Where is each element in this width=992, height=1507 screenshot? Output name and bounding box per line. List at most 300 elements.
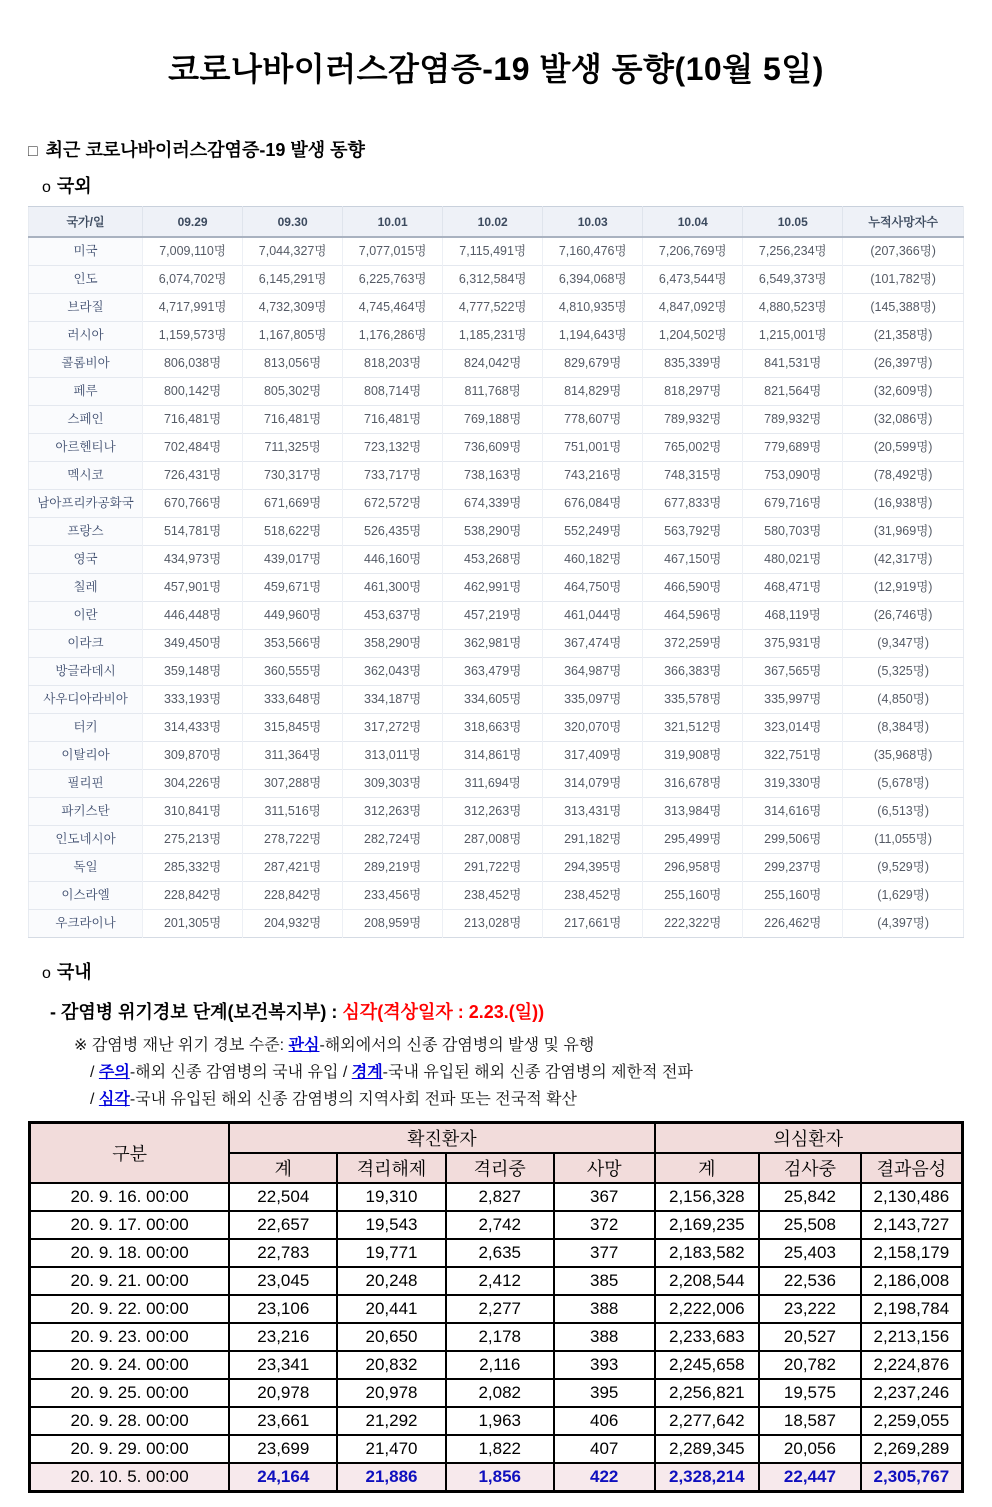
stat-cell: 22,783 [229,1239,337,1267]
daily-count-cell: 4,745,464명 [343,294,443,322]
daily-count-cell: 778,607명 [543,406,643,434]
overseas-table-row [29,882,964,910]
stat-cell: 2,143,727 [861,1211,963,1239]
daily-count-cell: 824,042명 [443,350,543,378]
note-text: / [90,1091,99,1108]
date-cell: 20. 9. 17. 00:00 [30,1211,230,1239]
stat-cell: 388 [554,1295,655,1323]
stat-cell: 20,248 [337,1267,445,1295]
daily-count-cell: 335,578명 [643,686,743,714]
note-text: -국내 유입된 해외 신종 감염병의 지역사회 전파 또는 전국적 확산 [129,1091,578,1108]
cumulative-deaths-cell: (78,492명) [843,462,964,490]
daily-count-cell: 1,204,502명 [643,322,743,350]
daily-count-cell: 716,481명 [343,406,443,434]
daily-count-cell: 1,167,805명 [243,322,343,350]
stat-cell: 18,587 [759,1407,861,1435]
country-cell: 러시아 [29,322,143,350]
daily-count-cell: 730,317명 [243,462,343,490]
cumulative-deaths-cell: (21,358명) [843,322,964,350]
daily-count-cell: 765,002명 [643,434,743,462]
stat-cell: 2,742 [446,1211,554,1239]
daily-count-cell: 7,009,110명 [143,237,243,266]
stat-cell: 23,216 [229,1323,337,1351]
daily-count-cell: 1,176,286명 [343,322,443,350]
daily-count-cell: 315,845명 [243,714,343,742]
domestic-table-header [30,1123,963,1184]
daily-count-cell: 716,481명 [243,406,343,434]
overseas-table-row [29,854,964,882]
stat-cell: 20,441 [337,1295,445,1323]
stat-cell: 23,661 [229,1407,337,1435]
stat-cell: 377 [554,1239,655,1267]
daily-count-cell: 201,305명 [143,910,243,938]
cumulative-deaths-cell: (6,513명) [843,798,964,826]
daily-count-cell: 311,516명 [243,798,343,826]
daily-count-cell: 7,160,476명 [543,237,643,266]
country-cell: 콜롬비아 [29,350,143,378]
stat-cell: 2,245,658 [655,1351,759,1379]
daily-count-cell: 6,145,291명 [243,266,343,294]
daily-count-cell: 333,193명 [143,686,243,714]
stat-cell: 2,256,821 [655,1379,759,1407]
overseas-table-row [29,350,964,378]
country-cell: 이라크 [29,630,143,658]
daily-count-cell: 439,017명 [243,546,343,574]
daily-count-cell: 805,302명 [243,378,343,406]
stat-cell: 20,650 [337,1323,445,1351]
square-bullet-icon: □ [28,143,38,160]
stat-cell: 1,963 [446,1407,554,1435]
daily-count-cell: 679,716명 [743,490,843,518]
daily-count-cell: 6,225,763명 [343,266,443,294]
stat-cell: 2,208,544 [655,1267,759,1295]
stat-cell: 19,543 [337,1211,445,1239]
domestic-table [28,1121,964,1493]
stat-cell: 2,169,235 [655,1211,759,1239]
daily-count-cell: 299,506명 [743,826,843,854]
daily-count-cell: 806,038명 [143,350,243,378]
daily-count-cell: 312,263명 [343,798,443,826]
daily-count-cell: 4,732,309명 [243,294,343,322]
stat-cell: 2,198,784 [861,1295,963,1323]
overseas-table-row [29,322,964,350]
stat-cell: 388 [554,1323,655,1351]
country-cell: 이란 [29,602,143,630]
cumulative-deaths-cell: (35,968명) [843,742,964,770]
daily-count-cell: 674,339명 [443,490,543,518]
stat-cell: 2,827 [446,1183,554,1211]
stat-cell: 2,277,642 [655,1407,759,1435]
daily-count-cell: 233,456명 [343,882,443,910]
daily-count-cell: 208,959명 [343,910,443,938]
stat-cell: 1,856 [446,1463,554,1492]
alert-keyword: 관심 [288,1037,320,1054]
overseas-table-row [29,602,964,630]
date-cell: 20. 9. 24. 00:00 [30,1351,230,1379]
stat-cell: 2,259,055 [861,1407,963,1435]
stat-cell: 20,978 [229,1379,337,1407]
domestic-heading-text: 국내 [56,962,92,982]
stat-cell: 2,328,214 [655,1463,759,1492]
daily-count-cell: 514,781명 [143,518,243,546]
daily-count-cell: 296,958명 [643,854,743,882]
daily-count-cell: 538,290명 [443,518,543,546]
daily-count-cell: 841,531명 [743,350,843,378]
cumulative-deaths-cell: (9,347명) [843,630,964,658]
cumulative-deaths-cell: (26,746명) [843,602,964,630]
stat-cell: 2,289,345 [655,1435,759,1463]
daily-count-cell: 468,471명 [743,574,843,602]
overseas-column-header: 10.01 [343,207,443,238]
daily-count-cell: 789,932명 [743,406,843,434]
daily-count-cell: 464,596명 [643,602,743,630]
daily-count-cell: 1,215,001명 [743,322,843,350]
daily-count-cell: 335,997명 [743,686,843,714]
stat-cell: 22,536 [759,1267,861,1295]
daily-count-cell: 318,663명 [443,714,543,742]
overseas-column-header: 10.04 [643,207,743,238]
cumulative-deaths-cell: (32,609명) [843,378,964,406]
daily-count-cell: 461,300명 [343,574,443,602]
country-cell: 페루 [29,378,143,406]
stat-cell: 385 [554,1267,655,1295]
daily-count-cell: 6,473,544명 [643,266,743,294]
stat-cell: 2,224,876 [861,1351,963,1379]
daily-count-cell: 464,750명 [543,574,643,602]
country-cell: 이탈리아 [29,742,143,770]
stat-cell: 2,237,246 [861,1379,963,1407]
daily-count-cell: 363,479명 [443,658,543,686]
stat-cell: 19,771 [337,1239,445,1267]
overseas-table-row [29,546,964,574]
overseas-column-header: 누적사망자수 [843,207,964,238]
daily-count-cell: 4,777,522명 [443,294,543,322]
daily-count-cell: 310,841명 [143,798,243,826]
daily-count-cell: 446,160명 [343,546,443,574]
cumulative-deaths-cell: (26,397명) [843,350,964,378]
daily-count-cell: 468,119명 [743,602,843,630]
sub-column-header: 검사중 [759,1153,861,1183]
daily-count-cell: 711,325명 [243,434,343,462]
daily-count-cell: 6,074,702명 [143,266,243,294]
daily-count-cell: 4,847,092명 [643,294,743,322]
stat-cell: 422 [554,1463,655,1492]
daily-count-cell: 238,452명 [443,882,543,910]
country-cell: 프랑스 [29,518,143,546]
overseas-table-body [29,237,964,938]
country-cell: 미국 [29,237,143,266]
daily-count-cell: 1,194,643명 [543,322,643,350]
daily-count-cell: 723,132명 [343,434,443,462]
daily-count-cell: 316,678명 [643,770,743,798]
country-cell: 필리핀 [29,770,143,798]
stat-cell: 1,822 [446,1435,554,1463]
daily-count-cell: 314,616명 [743,798,843,826]
stat-cell: 2,186,008 [861,1267,963,1295]
country-cell: 우크라이나 [29,910,143,938]
daily-count-cell: 367,565명 [743,658,843,686]
sub-column-header: 격리해제 [337,1153,445,1183]
daily-count-cell: 314,433명 [143,714,243,742]
daily-count-cell: 367,474명 [543,630,643,658]
daily-count-cell: 311,364명 [243,742,343,770]
stat-cell: 2,233,683 [655,1323,759,1351]
country-cell: 멕시코 [29,462,143,490]
daily-count-cell: 358,290명 [343,630,443,658]
cumulative-deaths-cell: (9,529명) [843,854,964,882]
daily-count-cell: 480,021명 [743,546,843,574]
daily-count-cell: 453,637명 [343,602,443,630]
daily-count-cell: 299,237명 [743,854,843,882]
section-heading [28,136,964,162]
cumulative-deaths-cell: (4,850명) [843,686,964,714]
group-header: 확진환자 [229,1123,654,1154]
daily-count-cell: 552,249명 [543,518,643,546]
cumulative-deaths-cell: (32,086명) [843,406,964,434]
date-cell: 20. 9. 18. 00:00 [30,1239,230,1267]
cumulative-deaths-cell: (11,055명) [843,826,964,854]
daily-count-cell: 4,717,991명 [143,294,243,322]
alert-note-line [90,1086,964,1109]
country-cell: 남아프리카공화국 [29,490,143,518]
daily-count-cell: 314,861명 [443,742,543,770]
country-cell: 방글라데시 [29,658,143,686]
overseas-table-row [29,434,964,462]
stat-cell: 19,310 [337,1183,445,1211]
daily-count-cell: 7,115,491명 [443,237,543,266]
daily-count-cell: 375,931명 [743,630,843,658]
note-text: ※ 감염병 재난 위기 경보 수준: [74,1037,289,1054]
cumulative-deaths-cell: (8,384명) [843,714,964,742]
alert-level-prefix: - 감염병 위기경보 단계(보건복지부) : [50,1002,343,1022]
note-text: -국내 유입된 해외 신종 감염병의 제한적 전파 [382,1064,693,1081]
corner-header: 구분 [30,1123,230,1184]
daily-count-cell: 1,185,231명 [443,322,543,350]
daily-count-cell: 462,991명 [443,574,543,602]
overseas-table-row [29,518,964,546]
domestic-table-row [30,1463,963,1492]
stat-cell: 21,470 [337,1435,445,1463]
country-cell: 영국 [29,546,143,574]
daily-count-cell: 821,564명 [743,378,843,406]
stat-cell: 2,183,582 [655,1239,759,1267]
daily-count-cell: 814,829명 [543,378,643,406]
stat-cell: 395 [554,1379,655,1407]
country-cell: 독일 [29,854,143,882]
overseas-table-row [29,742,964,770]
country-cell: 사우디아라비아 [29,686,143,714]
daily-count-cell: 811,768명 [443,378,543,406]
daily-count-cell: 789,932명 [643,406,743,434]
country-cell: 터키 [29,714,143,742]
stat-cell: 20,782 [759,1351,861,1379]
daily-count-cell: 362,043명 [343,658,443,686]
stat-cell: 22,447 [759,1463,861,1492]
date-cell: 20. 9. 29. 00:00 [30,1435,230,1463]
stat-cell: 22,657 [229,1211,337,1239]
daily-count-cell: 238,452명 [543,882,643,910]
stat-cell: 2,412 [446,1267,554,1295]
overseas-column-header: 국가/일 [29,207,143,238]
daily-count-cell: 677,833명 [643,490,743,518]
stat-cell: 2,635 [446,1239,554,1267]
date-cell: 20. 9. 28. 00:00 [30,1407,230,1435]
daily-count-cell: 518,622명 [243,518,343,546]
stat-cell: 367 [554,1183,655,1211]
cumulative-deaths-cell: (5,678명) [843,770,964,798]
domestic-table-body [30,1183,963,1492]
overseas-table-row [29,378,964,406]
cumulative-deaths-cell: (12,919명) [843,574,964,602]
daily-count-cell: 460,182명 [543,546,643,574]
daily-count-cell: 457,219명 [443,602,543,630]
stat-cell: 2,156,328 [655,1183,759,1211]
daily-count-cell: 289,219명 [343,854,443,882]
daily-count-cell: 748,315명 [643,462,743,490]
date-cell: 20. 10. 5. 00:00 [30,1463,230,1492]
stat-cell: 25,403 [759,1239,861,1267]
overseas-table-row [29,910,964,938]
alert-note-line [74,1032,964,1055]
stat-cell: 20,056 [759,1435,861,1463]
daily-count-cell: 317,409명 [543,742,643,770]
domestic-table-row [30,1323,963,1351]
daily-count-cell: 322,751명 [743,742,843,770]
daily-count-cell: 800,142명 [143,378,243,406]
daily-count-cell: 309,870명 [143,742,243,770]
overseas-column-header: 10.02 [443,207,543,238]
alert-note-line [90,1059,964,1082]
daily-count-cell: 291,722명 [443,854,543,882]
daily-count-cell: 312,263명 [443,798,543,826]
daily-count-cell: 1,159,573명 [143,322,243,350]
overseas-table-header [29,207,964,238]
overseas-table-row [29,294,964,322]
date-cell: 20. 9. 23. 00:00 [30,1323,230,1351]
note-text: -해외 신종 감염병의 국내 유입 / [129,1064,352,1081]
domestic-heading [42,958,964,984]
daily-count-cell: 320,070명 [543,714,643,742]
overseas-table-row [29,266,964,294]
domestic-table-row [30,1295,963,1323]
daily-count-cell: 319,330명 [743,770,843,798]
overseas-column-header: 10.03 [543,207,643,238]
daily-count-cell: 333,648명 [243,686,343,714]
group-header: 의심환자 [655,1123,963,1154]
daily-count-cell: 278,722명 [243,826,343,854]
domestic-table-row [30,1407,963,1435]
daily-count-cell: 457,901명 [143,574,243,602]
date-cell: 20. 9. 21. 00:00 [30,1267,230,1295]
domestic-table-row [30,1351,963,1379]
daily-count-cell: 362,981명 [443,630,543,658]
daily-count-cell: 4,880,523명 [743,294,843,322]
stat-cell: 21,886 [337,1463,445,1492]
daily-count-cell: 753,090명 [743,462,843,490]
daily-count-cell: 7,206,769명 [643,237,743,266]
daily-count-cell: 360,555명 [243,658,343,686]
stat-cell: 21,292 [337,1407,445,1435]
daily-count-cell: 736,609명 [443,434,543,462]
stat-cell: 24,164 [229,1463,337,1492]
daily-count-cell: 313,984명 [643,798,743,826]
daily-count-cell: 818,297명 [643,378,743,406]
alert-keyword: 경계 [351,1064,383,1081]
country-cell: 브라질 [29,294,143,322]
cumulative-deaths-cell: (16,938명) [843,490,964,518]
stat-cell: 2,116 [446,1351,554,1379]
daily-count-cell: 671,669명 [243,490,343,518]
daily-count-cell: 449,960명 [243,602,343,630]
country-cell: 아르헨티나 [29,434,143,462]
alert-level-line [50,998,964,1024]
overseas-header-row [29,207,964,238]
daily-count-cell: 228,842명 [243,882,343,910]
cumulative-deaths-cell: (4,397명) [843,910,964,938]
stat-cell: 2,158,179 [861,1239,963,1267]
daily-count-cell: 726,431명 [143,462,243,490]
daily-count-cell: 317,272명 [343,714,443,742]
daily-count-cell: 751,001명 [543,434,643,462]
daily-count-cell: 314,079명 [543,770,643,798]
daily-count-cell: 453,268명 [443,546,543,574]
stat-cell: 2,213,156 [861,1323,963,1351]
daily-count-cell: 738,163명 [443,462,543,490]
stat-cell: 2,277 [446,1295,554,1323]
cumulative-deaths-cell: (42,317명) [843,546,964,574]
domestic-header-row [30,1123,963,1154]
stat-cell: 2,222,006 [655,1295,759,1323]
country-cell: 파키스탄 [29,798,143,826]
overseas-table-row [29,714,964,742]
cumulative-deaths-cell: (207,366명) [843,237,964,266]
stat-cell: 2,305,767 [861,1463,963,1492]
daily-count-cell: 808,714명 [343,378,443,406]
sub-column-header: 결과음성 [861,1153,963,1183]
overseas-table-row [29,574,964,602]
overseas-column-header: 09.30 [243,207,343,238]
date-cell: 20. 9. 25. 00:00 [30,1379,230,1407]
daily-count-cell: 835,339명 [643,350,743,378]
daily-count-cell: 319,908명 [643,742,743,770]
domestic-table-row [30,1183,963,1211]
cumulative-deaths-cell: (145,388명) [843,294,964,322]
daily-count-cell: 213,028명 [443,910,543,938]
daily-count-cell: 670,766명 [143,490,243,518]
daily-count-cell: 563,792명 [643,518,743,546]
daily-count-cell: 291,182명 [543,826,643,854]
daily-count-cell: 813,056명 [243,350,343,378]
sub-column-header: 격리중 [446,1153,554,1183]
daily-count-cell: 580,703명 [743,518,843,546]
stat-cell: 20,527 [759,1323,861,1351]
country-cell: 칠레 [29,574,143,602]
daily-count-cell: 335,097명 [543,686,643,714]
circle-bullet-icon: o [42,965,51,982]
daily-count-cell: 313,431명 [543,798,643,826]
daily-count-cell: 733,717명 [343,462,443,490]
date-cell: 20. 9. 16. 00:00 [30,1183,230,1211]
sub-column-header: 계 [655,1153,759,1183]
daily-count-cell: 287,421명 [243,854,343,882]
alert-notes [28,1032,964,1109]
daily-count-cell: 818,203명 [343,350,443,378]
daily-count-cell: 829,679명 [543,350,643,378]
cumulative-deaths-cell: (5,325명) [843,658,964,686]
country-cell: 인도 [29,266,143,294]
country-cell: 이스라엘 [29,882,143,910]
daily-count-cell: 309,303명 [343,770,443,798]
